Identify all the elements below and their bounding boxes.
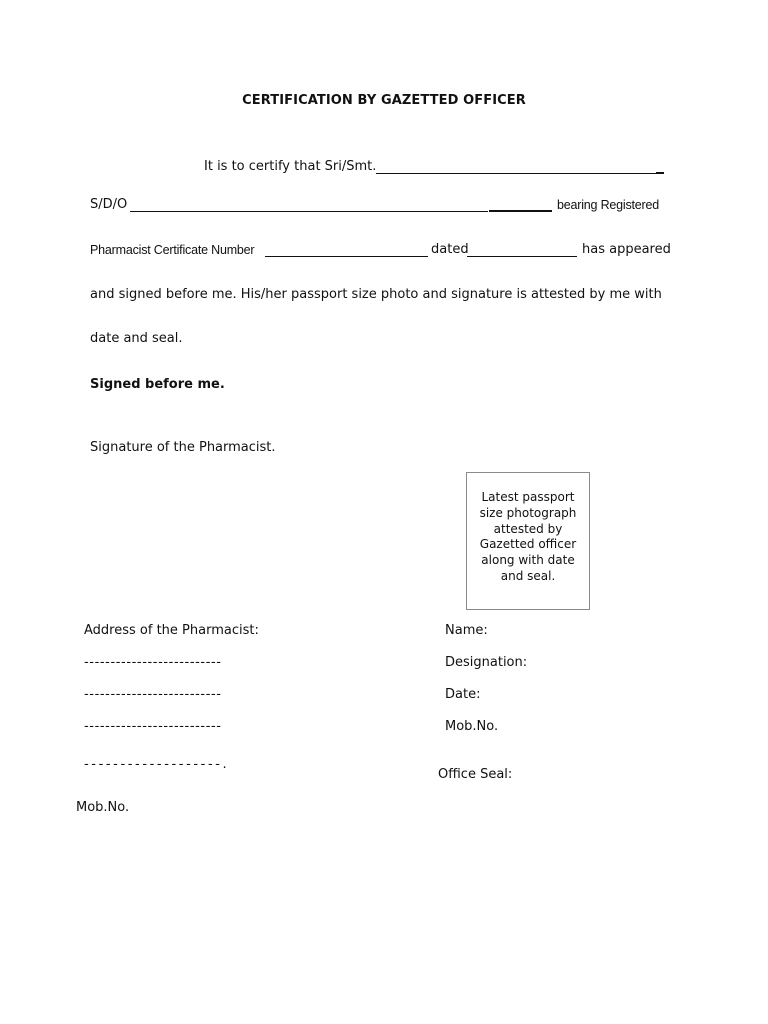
signed-before-heading: Signed before me.: [90, 377, 225, 392]
dated-blank: [467, 256, 577, 257]
office-seal-label: Office Seal:: [438, 767, 513, 782]
address-line: -------------------.: [84, 757, 230, 772]
signature-label: Signature of the Pharmacist.: [90, 440, 276, 455]
officer-designation-label: Designation:: [445, 655, 528, 670]
officer-date-label: Date:: [445, 687, 481, 702]
has-appeared-text: has appeared: [582, 242, 671, 257]
photo-box-text: Latest passport size photograph attested by Gazetted officer along with date and seal.: [479, 490, 577, 583]
bearing-registered-text: bearing Registered: [557, 198, 660, 212]
photo-placeholder-box: [466, 472, 590, 610]
address-line: --------------------------: [84, 655, 222, 670]
sdo-blank-line: [130, 211, 488, 212]
date-seal-text: date and seal.: [90, 331, 183, 346]
address-label: Address of the Pharmacist:: [84, 623, 259, 638]
certify-text: It is to certify that Sri/Smt.: [204, 159, 377, 174]
sdo-label: S/D/O: [90, 197, 128, 212]
certificate-number-label: Pharmacist Certificate Number: [90, 243, 255, 257]
name-blank-end: [656, 172, 664, 174]
attestation-text: and signed before me. His/her passport size photo and signature is attested by me with: [90, 287, 662, 302]
document-title: CERTIFICATION BY GAZETTED OFFICER: [242, 93, 526, 108]
address-line: --------------------------: [84, 687, 222, 702]
pharmacist-mob-label: Mob.No.: [76, 800, 130, 815]
certificate-number-blank: [265, 256, 428, 257]
officer-name-label: Name:: [445, 623, 488, 638]
address-line: --------------------------: [84, 719, 222, 734]
sdo-blank-end: [489, 210, 552, 212]
dated-label: dated: [431, 242, 469, 257]
name-blank-line: [376, 173, 656, 174]
officer-mob-label: Mob.No.: [445, 719, 499, 734]
